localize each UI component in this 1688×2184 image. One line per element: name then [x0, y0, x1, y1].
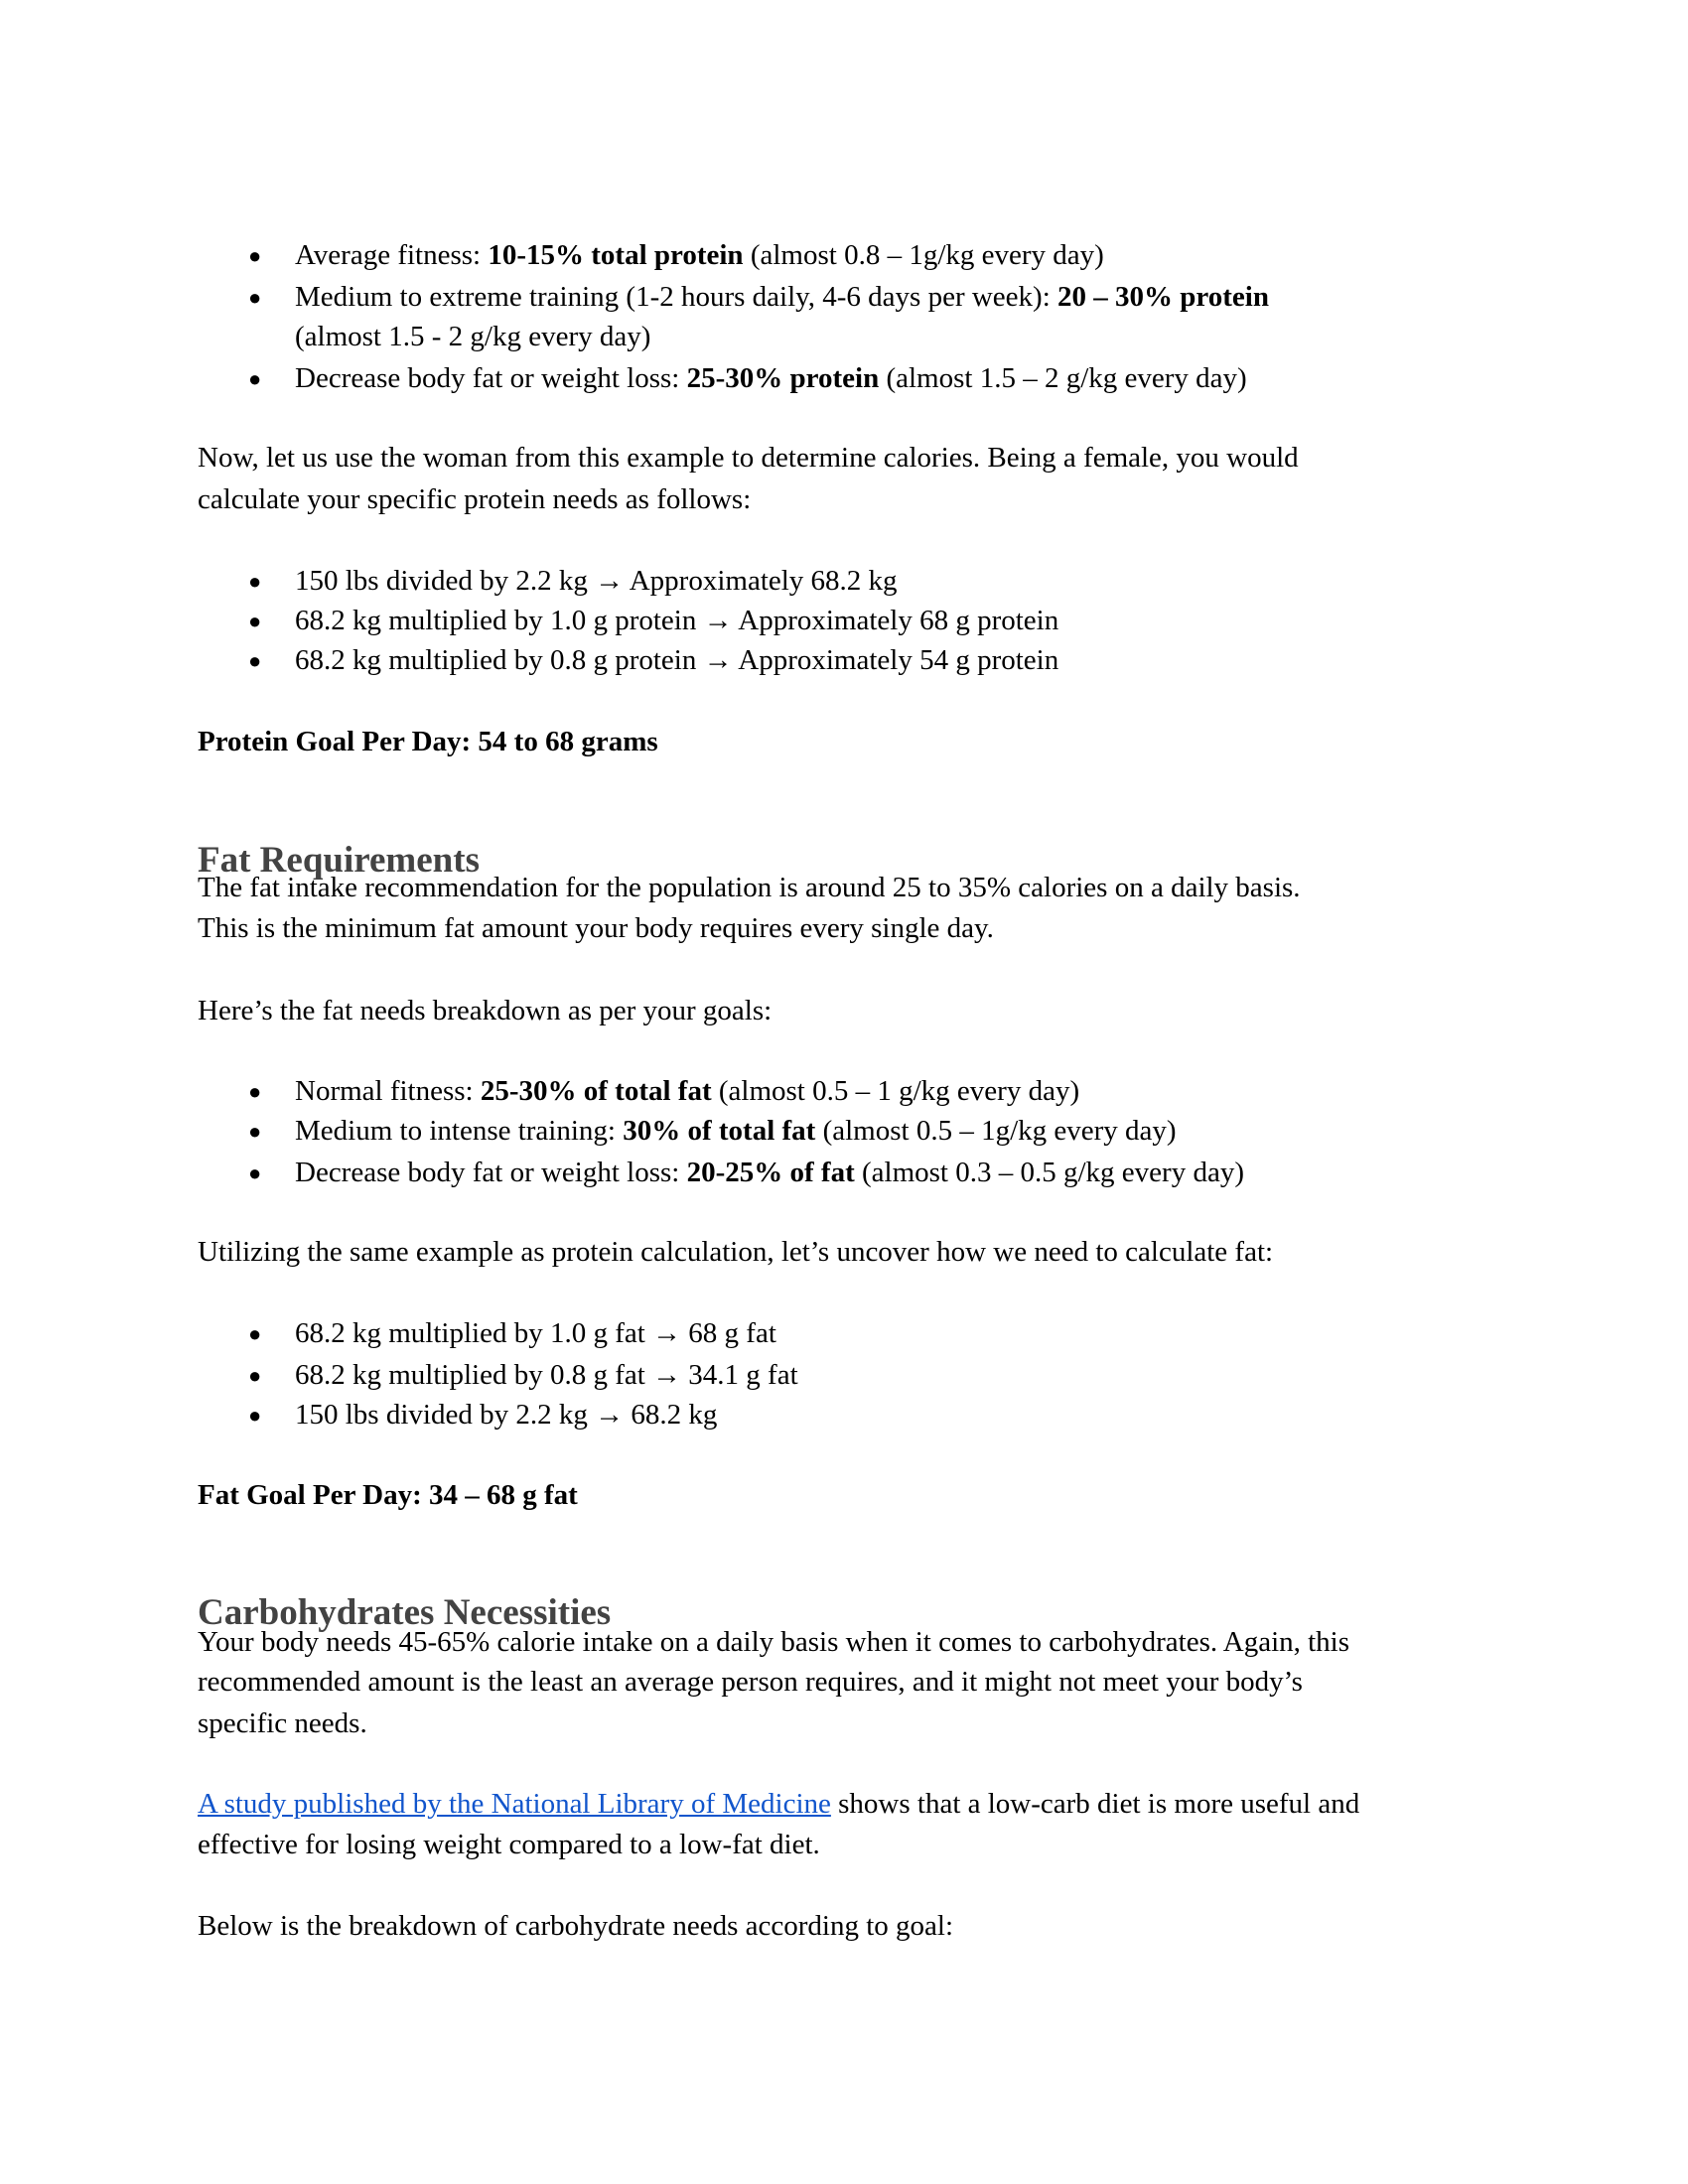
paragraph-line: [198, 1662, 1303, 1703]
protein-level-item: [248, 277, 1269, 318]
carbohydrates-heading: Carbohydrates Necessities: [198, 1591, 612, 1633]
text: (almost 0.8 – 1g/kg every day): [743, 239, 1104, 271]
text: (almost 0.3 – 0.5 g/kg every day): [854, 1157, 1244, 1188]
bullet-icon: ●: [248, 366, 262, 391]
bullet-icon: ●: [248, 569, 262, 594]
bold-text: 30% of total fat: [623, 1115, 816, 1147]
text: calculate your specific protein needs as follows:: [198, 483, 752, 515]
fat-level-item: [248, 1071, 1080, 1112]
paragraph-line: [198, 1825, 820, 1865]
text: (almost 1.5 – 2 g/kg every day): [879, 362, 1247, 394]
bold-text: 10-15% total protein: [488, 239, 744, 271]
fat-calc-item: [248, 1355, 798, 1396]
paragraph-line: [198, 479, 751, 520]
protein-level-item: [295, 317, 650, 357]
protein-calc-item: [248, 561, 898, 602]
paragraph-line: [198, 438, 1299, 478]
bullet-icon: ●: [248, 1119, 262, 1144]
study-link[interactable]: A study published by the National Library of Medicine: [198, 1788, 831, 1820]
bold-text: Fat Goal Per Day: 34 – 68 g fat: [198, 1479, 578, 1511]
text: shows that a low-carb diet is more useful and: [830, 1788, 1360, 1820]
bold-text: Protein Goal Per Day: 54 to 68 grams: [198, 726, 658, 757]
paragraph-line: [198, 1704, 367, 1744]
text: 68.2 kg multiplied by 0.8 g protein → Approximately 54 g protein: [295, 644, 1059, 676]
text: This is the minimum fat amount your body requires every single day.: [198, 912, 994, 944]
text: Decrease body fat or weight loss:: [295, 1157, 687, 1188]
fat-level-item: [248, 1153, 1244, 1193]
bold-text: 20-25% of fat: [686, 1157, 855, 1188]
fat-level-item: [248, 1111, 1177, 1152]
text: Decrease body fat or weight loss:: [295, 362, 687, 394]
bullet-icon: ●: [248, 1321, 262, 1346]
text: 68.2 kg multiplied by 0.8 g fat → 34.1 g fat: [295, 1359, 798, 1391]
text: recommended amount is the least an average person requires, and it might not meet your body’s: [198, 1666, 1303, 1698]
text: The fat intake recommendation for the population is around 25 to 35% calories on a daily basis.: [198, 872, 1301, 903]
text: 150 lbs divided by 2.2 kg → Approximately 68.2 kg: [295, 565, 898, 597]
text: specific needs.: [198, 1707, 367, 1739]
protein-calc-item: [248, 601, 1059, 641]
fat-calc-item: [248, 1313, 776, 1354]
bullet-icon: ●: [248, 1363, 262, 1388]
protein-level-item: [248, 235, 1104, 276]
text: Here’s the fat needs breakdown as per your goals:: [198, 995, 773, 1026]
text: (almost 0.5 – 1 g/kg every day): [711, 1075, 1080, 1107]
paragraph-line: [198, 1784, 1359, 1825]
paragraph-line: [198, 908, 994, 949]
text: Medium to intense training:: [295, 1115, 624, 1147]
text: 150 lbs divided by 2.2 kg → 68.2 kg: [295, 1399, 718, 1431]
bullet-icon: ●: [248, 1160, 262, 1185]
paragraph-line: [198, 1232, 1273, 1273]
text: 68.2 kg multiplied by 1.0 g protein → Approximately 68 g protein: [295, 605, 1059, 636]
paragraph-line: [198, 991, 772, 1031]
text: Normal fitness:: [295, 1075, 481, 1107]
bold-text: 25-30% protein: [686, 362, 880, 394]
bullet-icon: ●: [248, 648, 262, 673]
bullet-icon: ●: [248, 243, 262, 268]
bullet-icon: ●: [248, 609, 262, 633]
fat-calc-item: [248, 1395, 718, 1435]
text: Average fitness:: [295, 239, 489, 271]
bullet-icon: ●: [248, 285, 262, 310]
text: Your body needs 45-65% calorie intake on a daily basis when it comes to carbohydrates. Again, this: [198, 1626, 1350, 1658]
text: Now, let us use the woman from this example to determine calories. Being a female, you would: [198, 442, 1299, 474]
fat-requirements-heading: Fat Requirements: [198, 839, 480, 881]
fat-goal: [198, 1475, 578, 1516]
text: (almost 1.5 - 2 g/kg every day): [295, 321, 651, 352]
paragraph-line: [198, 1906, 953, 1947]
text: Medium to extreme training (1-2 hours daily, 4-6 days per week):: [295, 281, 1058, 313]
bullet-icon: ●: [248, 1403, 262, 1428]
text: effective for losing weight compared to a low-fat diet.: [198, 1829, 820, 1860]
text: 68.2 kg multiplied by 1.0 g fat → 68 g fat: [295, 1317, 776, 1349]
protein-calc-item: [248, 640, 1059, 681]
bold-text: 25-30% of total fat: [480, 1075, 712, 1107]
text: Below is the breakdown of carbohydrate needs according to goal:: [198, 1910, 953, 1942]
bold-text: 20 – 30% protein: [1057, 281, 1269, 313]
text: (almost 0.5 – 1g/kg every day): [815, 1115, 1177, 1147]
text: Utilizing the same example as protein calculation, let’s uncover how we need to calculate fat:: [198, 1236, 1274, 1268]
protein-goal: [198, 722, 658, 762]
bullet-icon: ●: [248, 1079, 262, 1104]
protein-level-item: [248, 358, 1247, 399]
